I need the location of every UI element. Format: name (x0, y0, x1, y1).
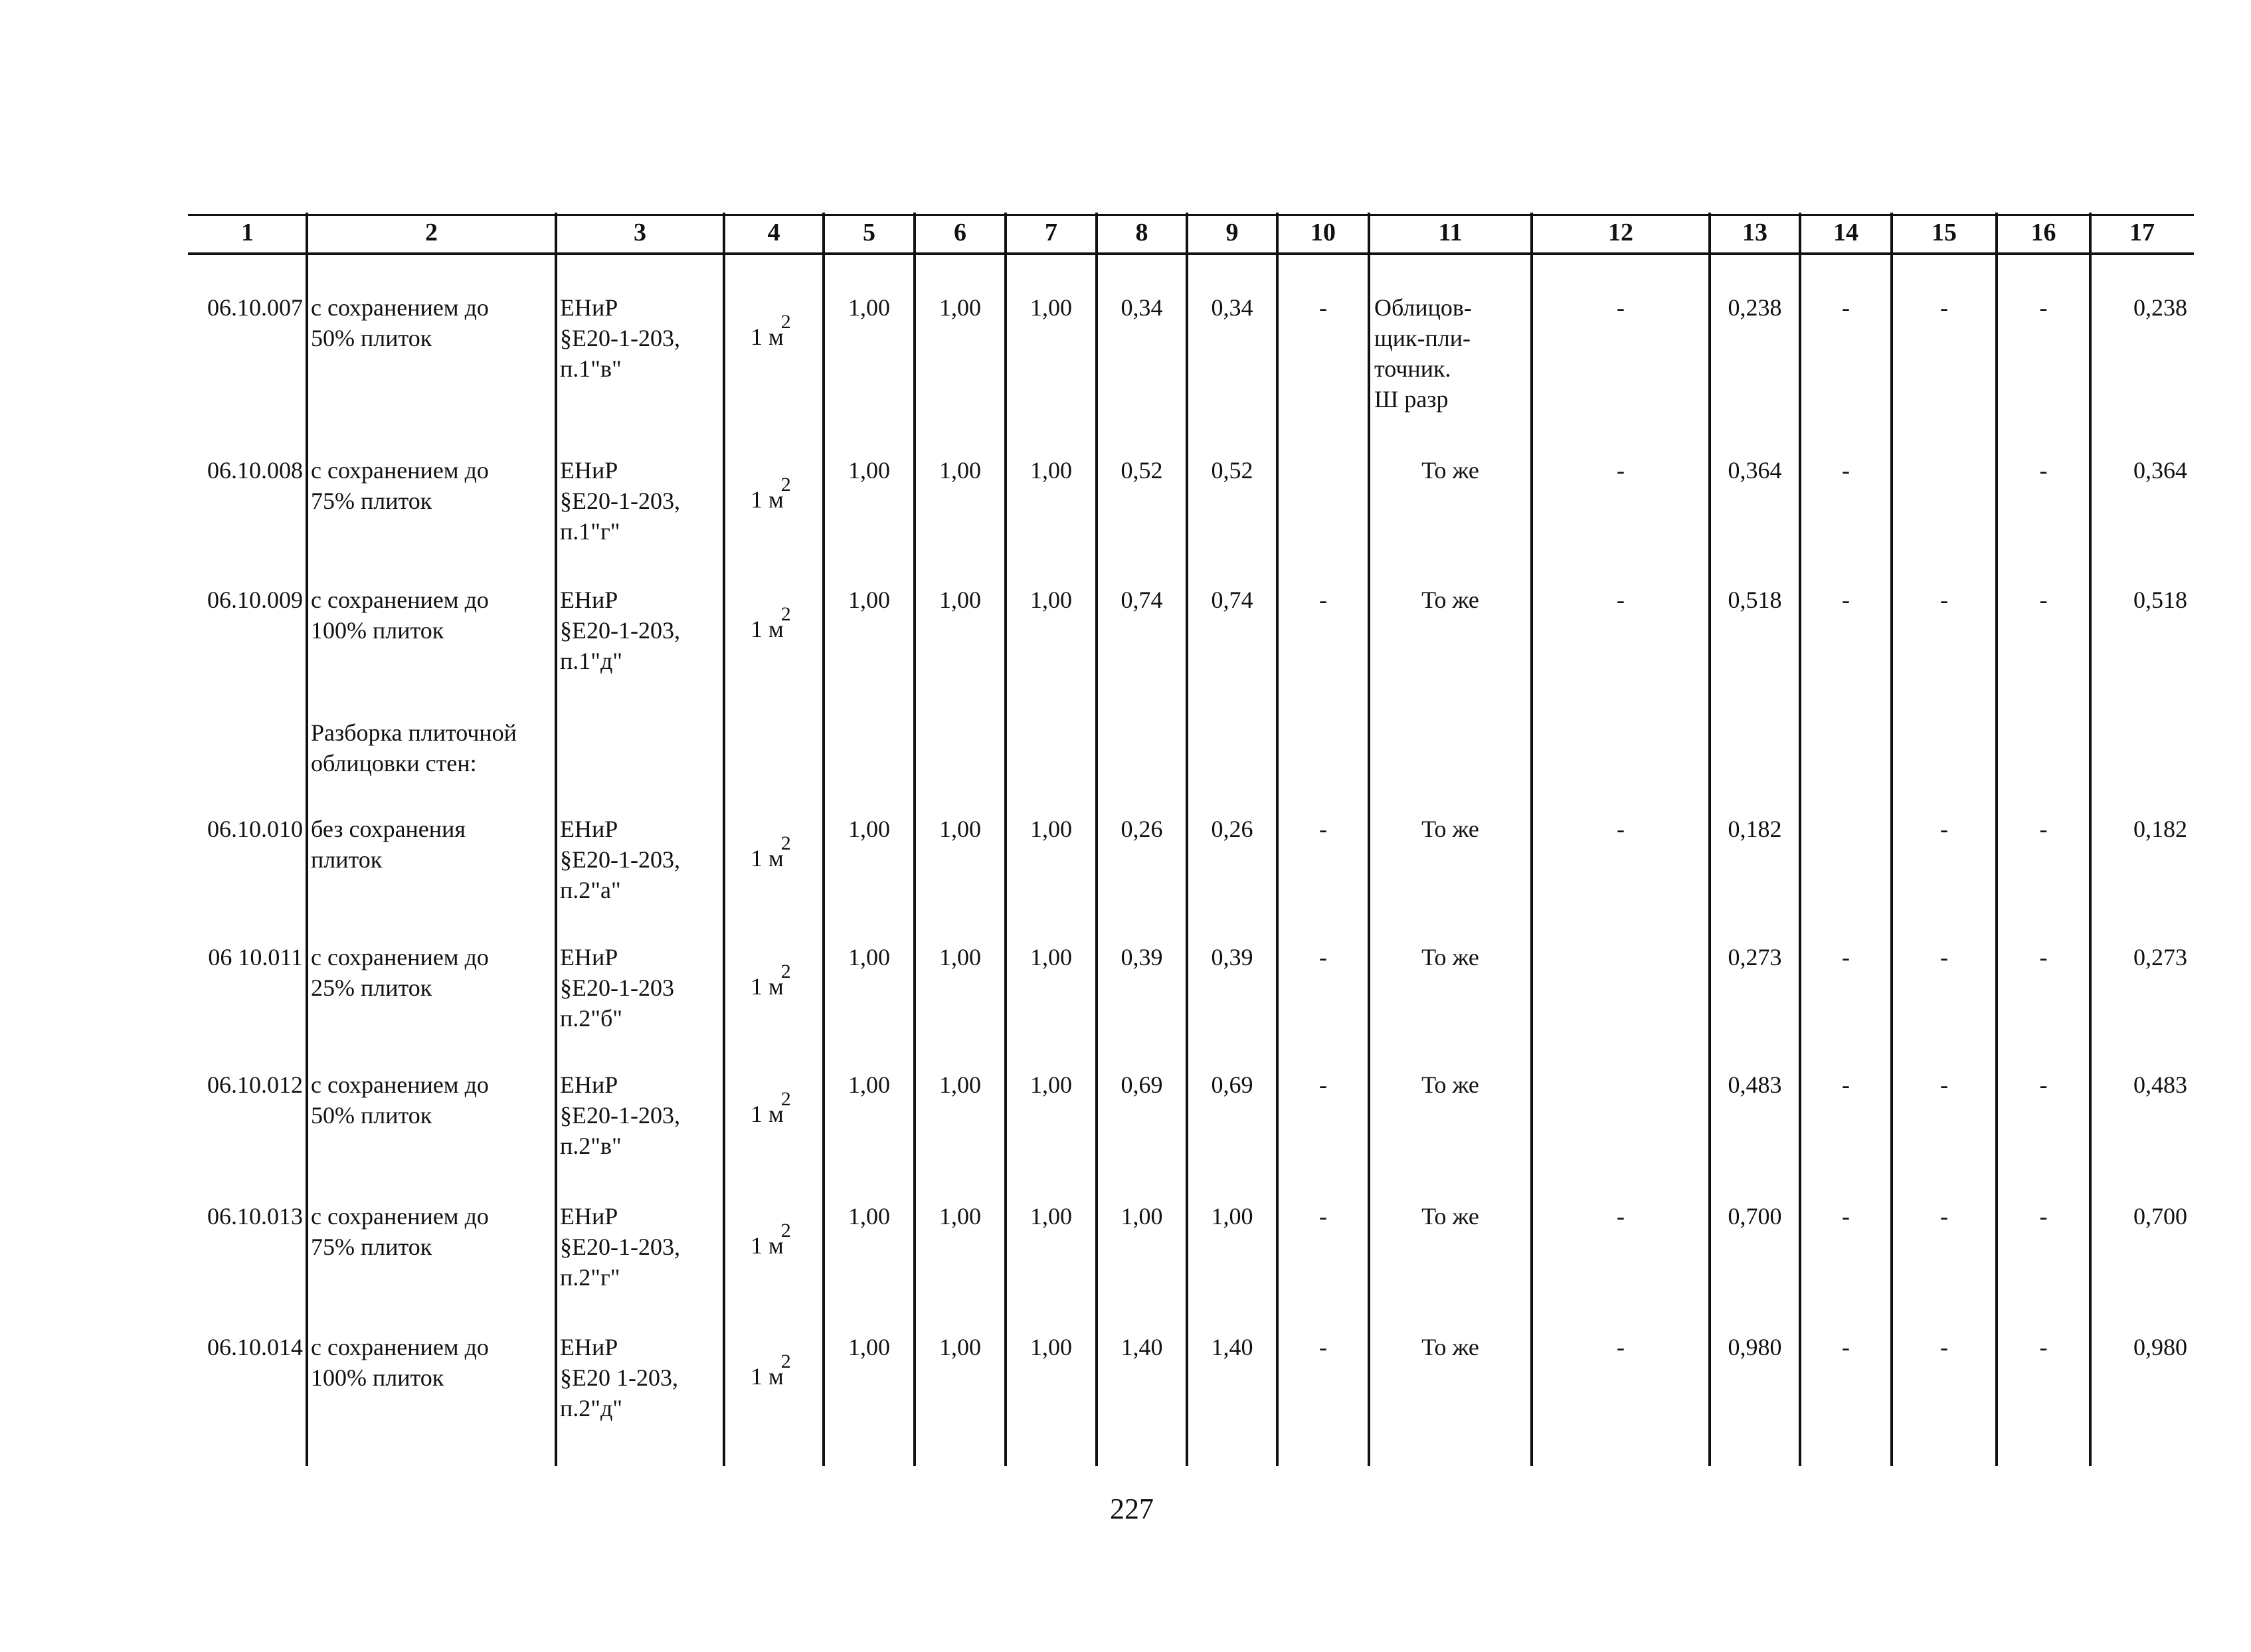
row-cell-10: - (1319, 294, 1327, 321)
row-cell-17: 0,182 (2133, 816, 2187, 842)
row-reference: ЕНиР §Е20-1-203, п.1"д" (560, 587, 680, 674)
row-cell-5: 1,00 (848, 1334, 890, 1360)
unit-label: 1 м (751, 1363, 784, 1390)
row-unit (751, 832, 794, 872)
row-cell-12: - (1617, 587, 1625, 613)
header-cell-8: 8 (1135, 219, 1148, 246)
table-rule-1 (188, 214, 2194, 216)
row-cell-8: 0,52 (1121, 457, 1163, 484)
row-cell-9: 0,52 (1211, 457, 1253, 484)
row-reference: ЕНиР §Е20 1-203, п.2"д" (560, 1334, 678, 1422)
row-cell-16: - (2039, 294, 2048, 321)
row-cell-5: 1,00 (848, 816, 890, 842)
row-cell-10: - (1319, 944, 1327, 970)
column-divider (723, 213, 725, 1466)
row-name: с сохранением до 50% плиток (311, 294, 489, 351)
row-cell-14: - (1842, 1071, 1850, 1098)
header-cell-13: 13 (1742, 219, 1767, 246)
column-divider (306, 213, 308, 1466)
unit-exponent: 2 (780, 961, 791, 982)
row-cell-15: - (1940, 1071, 1948, 1098)
row-unit (751, 1088, 794, 1128)
unit-label: 1 м (751, 323, 784, 350)
row-cell-10: - (1319, 587, 1327, 613)
row-name: без сохранения плиток (311, 816, 466, 873)
row-name: с сохранением до 25% плиток (311, 944, 489, 1001)
row-reference: ЕНиР §Е20-1-203, п.1"в" (560, 294, 680, 382)
row-cell-8: 1,40 (1121, 1334, 1163, 1360)
row-cell-9: 0,74 (1211, 587, 1253, 613)
unit-exponent: 2 (780, 1350, 791, 1372)
row-cell-17: 0,518 (2133, 587, 2187, 613)
row-cell-12: - (1617, 816, 1625, 842)
row-cell-13: 0,700 (1728, 1203, 1782, 1230)
row-code: 06.10.013 (207, 1203, 303, 1230)
header-cell-4: 4 (767, 219, 780, 246)
row-cell-17: 0,980 (2133, 1334, 2187, 1360)
row-cell-6: 1,00 (939, 587, 981, 613)
row-worker: То же (1421, 1203, 1479, 1230)
row-cell-16: - (2039, 1334, 2048, 1360)
row-reference: ЕНиР §Е20-1-203, п.1"г" (560, 457, 680, 545)
row-name: с сохранением до 100% плиток (311, 587, 489, 644)
header-cell-7: 7 (1045, 219, 1057, 246)
row-cell-10: - (1319, 1203, 1327, 1230)
page-number: 227 (1110, 1493, 1154, 1525)
row-cell-5: 1,00 (848, 587, 890, 613)
unit-label: 1 м (751, 1101, 784, 1127)
row-cell-14: - (1842, 587, 1850, 613)
row-worker: То же (1421, 587, 1479, 613)
row-cell-14: - (1842, 457, 1850, 484)
row-cell-7: 1,00 (1030, 587, 1072, 613)
header-cell-9: 9 (1225, 219, 1239, 246)
row-cell-7: 1,00 (1030, 816, 1072, 842)
row-cell-16: - (2039, 944, 2048, 970)
row-cell-8: 0,34 (1121, 294, 1163, 321)
row-cell-17: 0,483 (2133, 1071, 2187, 1098)
row-name: с сохранением до 75% плиток (311, 457, 489, 514)
row-cell-15: - (1940, 587, 1948, 613)
unit-exponent: 2 (780, 474, 791, 496)
unit-label: 1 м (751, 845, 784, 872)
row-reference: ЕНиР §Е20-1-203, п.2"г" (560, 1203, 680, 1291)
row-cell-5: 1,00 (848, 1203, 890, 1230)
header-cell-11: 11 (1438, 219, 1463, 246)
row-cell-16: - (2039, 457, 2048, 484)
row-cell-6: 1,00 (939, 944, 981, 970)
header-cell-10: 10 (1310, 219, 1336, 246)
row-cell-6: 1,00 (939, 1334, 981, 1360)
header-cell-2: 2 (425, 219, 438, 246)
row-cell-13: 0,182 (1728, 816, 1782, 842)
row-cell-7: 1,00 (1030, 1334, 1072, 1360)
row-cell-5: 1,00 (848, 457, 890, 484)
unit-label: 1 м (751, 1232, 784, 1259)
row-cell-13: 0,518 (1728, 587, 1782, 613)
row-cell-7: 1,00 (1030, 1071, 1072, 1098)
row-unit (751, 474, 794, 513)
unit-label: 1 м (751, 616, 784, 642)
row-reference: ЕНиР §Е20-1-203, п.2"в" (560, 1071, 680, 1159)
row-cell-10: - (1319, 816, 1327, 842)
row-cell-5: 1,00 (848, 944, 890, 970)
row-cell-7: 1,00 (1030, 294, 1072, 321)
row-cell-16: - (2039, 1203, 2048, 1230)
row-cell-12: - (1617, 457, 1625, 484)
row-cell-10: - (1319, 1071, 1327, 1098)
unit-exponent: 2 (780, 1220, 791, 1241)
row-cell-15: - (1940, 944, 1948, 970)
row-cell-9: 0,39 (1211, 944, 1253, 970)
row-cell-9: 1,00 (1211, 1203, 1253, 1230)
row-cell-16: - (2039, 816, 2048, 842)
unit-exponent: 2 (780, 603, 791, 625)
row-cell-17: 0,700 (2133, 1203, 2187, 1230)
row-code: 06.10.010 (207, 816, 303, 842)
row-cell-9: 0,34 (1211, 294, 1253, 321)
row-cell-6: 1,00 (939, 294, 981, 321)
unit-label: 1 м (751, 486, 784, 513)
row-cell-8: 1,00 (1121, 1203, 1163, 1230)
row-cell-13: 0,238 (1728, 294, 1782, 321)
row-cell-14: - (1842, 294, 1850, 321)
row-unit (751, 603, 794, 643)
row-name: с сохранением до 100% плиток (311, 1334, 489, 1391)
row-unit (751, 311, 794, 351)
row-code: 06.10.007 (207, 294, 303, 321)
unit-exponent: 2 (780, 832, 791, 854)
row-code: 06.10.008 (207, 457, 303, 484)
row-cell-9: 0,69 (1211, 1071, 1253, 1098)
row-cell-12: - (1617, 294, 1625, 321)
row-cell-8: 0,74 (1121, 587, 1163, 613)
header-cell-1: 1 (241, 219, 254, 246)
header-cell-15: 15 (1932, 219, 1957, 246)
header-cell-5: 5 (863, 219, 875, 246)
row-cell-15: - (1940, 816, 1948, 842)
row-cell-13: 0,980 (1728, 1334, 1782, 1360)
row-code: 06.10.014 (207, 1334, 303, 1360)
header-cell-16: 16 (2030, 219, 2056, 246)
row-name: с сохранением до 50% плиток (311, 1071, 489, 1129)
row-cell-15: - (1940, 294, 1948, 321)
section-heading: Разборка плиточной облицовки стен: (311, 719, 517, 777)
row-worker: Облицов- щик-пли- точник. Ш разр (1374, 294, 1472, 413)
row-cell-14: - (1842, 1203, 1850, 1230)
row-cell-8: 0,69 (1121, 1071, 1163, 1098)
unit-exponent: 2 (780, 1088, 791, 1110)
table-rule-2 (188, 252, 2194, 255)
row-cell-10: - (1319, 1334, 1327, 1360)
row-cell-15: - (1940, 1334, 1948, 1360)
row-cell-17: 0,238 (2133, 294, 2187, 321)
row-worker: То же (1421, 944, 1479, 970)
header-cell-12: 12 (1608, 219, 1633, 246)
header-cell-3: 3 (634, 219, 646, 246)
row-cell-14: - (1842, 944, 1850, 970)
row-cell-17: 0,364 (2133, 457, 2187, 484)
row-name: с сохранением до 75% плиток (311, 1203, 489, 1260)
row-cell-8: 0,26 (1121, 816, 1163, 842)
row-code: 06.10.012 (207, 1071, 303, 1098)
header-cell-6: 6 (954, 219, 966, 246)
header-cell-14: 14 (1833, 219, 1858, 246)
row-reference: ЕНиР §Е20-1-203 п.2"б" (560, 944, 674, 1032)
row-cell-7: 1,00 (1030, 944, 1072, 970)
row-cell-6: 1,00 (939, 816, 981, 842)
column-divider (555, 213, 557, 1466)
row-cell-16: - (2039, 587, 2048, 613)
row-cell-12: - (1617, 1203, 1625, 1230)
row-cell-13: 0,273 (1728, 944, 1782, 970)
row-unit (751, 1220, 794, 1259)
unit-label: 1 м (751, 973, 784, 1000)
row-cell-16: - (2039, 1071, 2048, 1098)
row-worker: То же (1421, 1334, 1479, 1360)
header-cell-17: 17 (2129, 219, 2155, 246)
row-worker: То же (1421, 816, 1479, 842)
unit-exponent: 2 (780, 311, 791, 333)
row-cell-5: 1,00 (848, 1071, 890, 1098)
row-code: 06.10.009 (207, 587, 303, 613)
row-cell-13: 0,483 (1728, 1071, 1782, 1098)
row-cell-17: 0,273 (2133, 944, 2187, 970)
row-worker: То же (1421, 457, 1479, 484)
row-cell-14: - (1842, 1334, 1850, 1360)
row-cell-6: 1,00 (939, 1071, 981, 1098)
row-worker: То же (1421, 1071, 1479, 1098)
row-cell-15: - (1940, 1203, 1948, 1230)
row-cell-6: 1,00 (939, 1203, 981, 1230)
row-unit (751, 961, 794, 1000)
row-cell-9: 0,26 (1211, 816, 1253, 842)
row-cell-6: 1,00 (939, 457, 981, 484)
row-cell-9: 1,40 (1211, 1334, 1253, 1360)
row-reference: ЕНиР §Е20-1-203, п.2"а" (560, 816, 680, 903)
row-cell-12: - (1617, 1334, 1625, 1360)
row-cell-5: 1,00 (848, 294, 890, 321)
row-unit (751, 1350, 794, 1390)
row-code: 06 10.011 (208, 944, 303, 970)
row-cell-8: 0,39 (1121, 944, 1163, 970)
row-cell-7: 1,00 (1030, 1203, 1072, 1230)
row-cell-7: 1,00 (1030, 457, 1072, 484)
row-cell-13: 0,364 (1728, 457, 1782, 484)
